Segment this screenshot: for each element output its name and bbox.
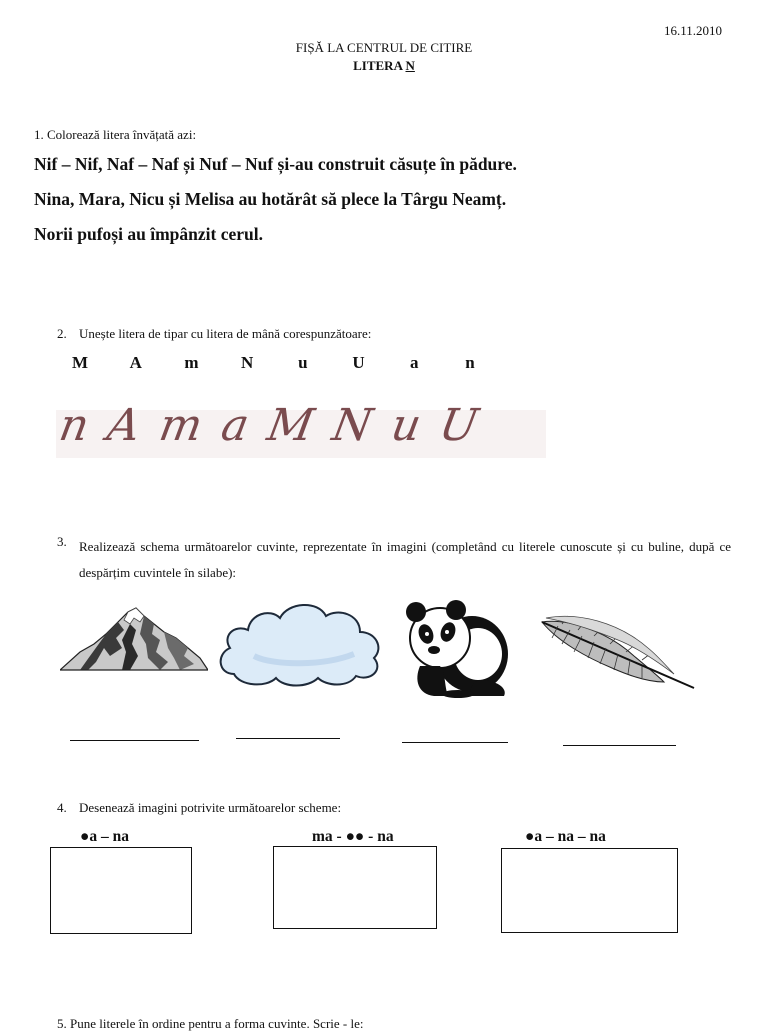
syllable-scheme: ●a – na – na [525, 828, 606, 845]
mountain-image [60, 604, 208, 672]
subtitle-letter: N [405, 58, 415, 73]
cursive-letter: U [435, 400, 484, 451]
drawing-box[interactable] [50, 847, 192, 934]
cloud-image [214, 596, 384, 688]
exercise-3-label: Realizează schema următoarelor cuvinte, reprezentate în imagini (completând cu literele cunoscute și cu buline, după ce despărțim cuvintele în silabe): [79, 539, 731, 580]
cursive-letter: a [217, 400, 255, 451]
subtitle-prefix: LITERA [353, 58, 406, 73]
cursive-letter: M [263, 400, 320, 451]
cursive-letter: A [103, 400, 147, 451]
drawing-box[interactable] [501, 848, 678, 933]
print-letter: A [129, 353, 142, 372]
exercise-1-sentence: Norii pufoși au împânzit cerul. [34, 224, 263, 244]
print-letter: u [298, 353, 308, 372]
exercise-4-label: Desenează imagini potrivite următoarelor scheme: [79, 800, 342, 815]
answer-line[interactable] [563, 745, 676, 746]
cursive-letter: N [328, 400, 379, 451]
exercise-2-label: Unește litera de tipar cu litera de mână corespunzătoare: [79, 326, 372, 341]
cursive-letter: m [155, 400, 209, 451]
exercise-1-sentence: Nif – Nif, Naf – Naf și Nuf – Nuf și-au construit căsuțe în pădure. [34, 154, 517, 174]
print-letter: M [71, 353, 89, 372]
print-letter: N [240, 353, 254, 372]
worksheet-subtitle [0, 58, 768, 74]
print-letter: m [184, 353, 199, 372]
print-letter: n [465, 353, 475, 372]
panda-image [400, 596, 510, 698]
answer-line[interactable] [70, 740, 199, 741]
answer-line[interactable] [236, 738, 340, 739]
date: 16.11.2010 [664, 23, 723, 38]
exercise-4-number: 4. [57, 800, 67, 815]
print-letters-row [70, 353, 480, 373]
exercise-5-label: 5. Pune literele în ordine pentru a forma cuvinte. Scrie - le: [57, 1016, 364, 1031]
syllable-scheme: ma - ●● - na [312, 828, 394, 845]
cursive-letters-row [55, 400, 550, 460]
answer-line[interactable] [402, 742, 508, 743]
syllable-scheme: ●a – na [80, 828, 129, 845]
cursive-letter: u [387, 400, 427, 451]
print-letter: U [352, 353, 365, 372]
feather-image [538, 612, 698, 694]
drawing-box[interactable] [273, 846, 437, 929]
print-letter: a [409, 353, 419, 372]
cursive-letter: n [55, 400, 95, 451]
exercise-3-number: 3. [57, 534, 67, 549]
exercise-1-sentence: Nina, Mara, Nicu și Melisa au hotărât să plece la Târgu Neamț. [34, 189, 507, 209]
worksheet-title: FIȘĂ LA CENTRUL DE CITIRE [295, 40, 473, 55]
exercise-2-number: 2. [57, 326, 67, 341]
exercise-1-label: 1. Colorează litera învățată azi: [34, 127, 197, 142]
